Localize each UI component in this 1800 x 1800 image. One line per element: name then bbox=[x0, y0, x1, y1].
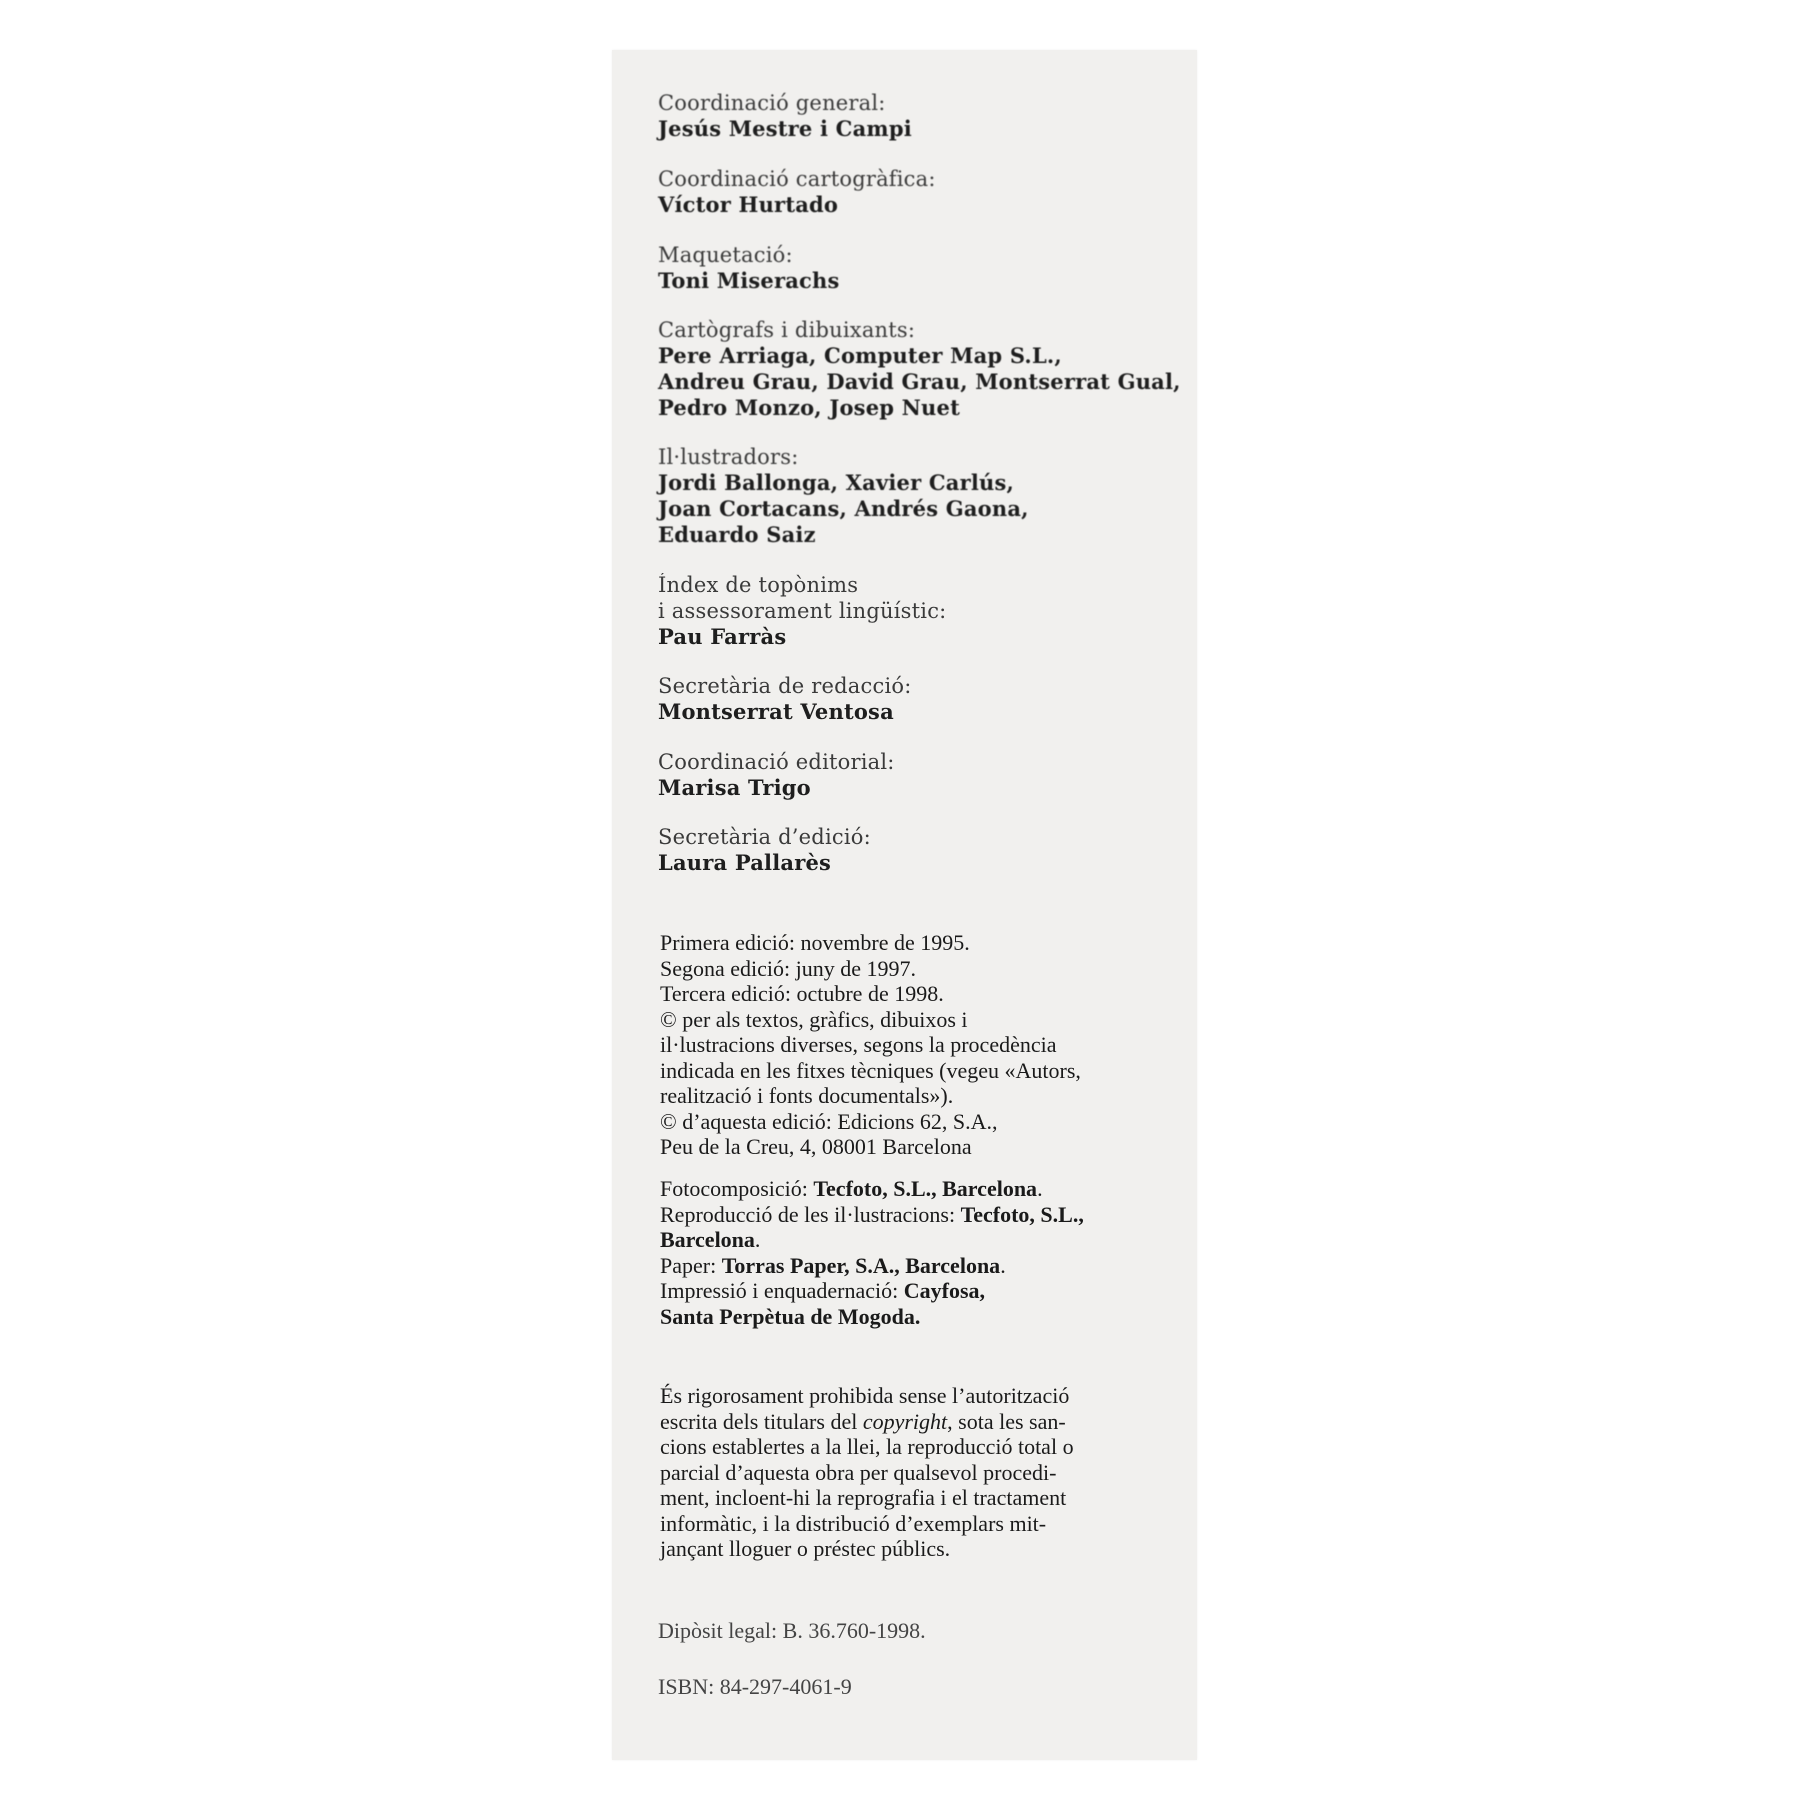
production-line-printing bbox=[660, 1278, 1160, 1304]
production-value: Tecfoto, S.L., bbox=[960, 1201, 1084, 1227]
credit-name: Marisa Trigo bbox=[658, 775, 811, 800]
notice-line: És rigorosament prohibida sense l’autorització bbox=[660, 1383, 1070, 1408]
production-value: Barcelona bbox=[660, 1227, 755, 1252]
credit-label: Coordinació editorial: bbox=[658, 750, 895, 774]
notice-text: escrita dels titulars del bbox=[660, 1408, 863, 1434]
production-value: Santa Perpètua de Mogoda. bbox=[660, 1303, 921, 1329]
edition-line: Primera edició: novembre de 1995. bbox=[660, 930, 970, 955]
edition-line: realització i fonts documentals»). bbox=[660, 1083, 954, 1108]
credit-name: Jesús Mestre i Campi bbox=[658, 116, 912, 141]
edition-line: Tercera edició: octubre de 1998. bbox=[660, 981, 944, 1006]
credit-name: Montserrat Ventosa bbox=[658, 699, 894, 724]
notice-line: cions establertes a la llei, la reproducció total o bbox=[660, 1434, 1074, 1459]
production-label: Reproducció de les il·lustracions: bbox=[660, 1201, 956, 1227]
credit-name: Andreu Grau, David Grau, Montserrat Gual, bbox=[658, 369, 1181, 394]
production-line-reproduction bbox=[660, 1202, 1160, 1228]
edition-line: © per als textos, gràfics, dibuixos i bbox=[660, 1006, 968, 1032]
credit-label: Secretària de redacció: bbox=[658, 674, 912, 698]
production-line-reproduction-cont: Barcelona. bbox=[660, 1227, 761, 1252]
credit-illustrators bbox=[658, 444, 1188, 548]
credit-label: Cartògrafs i dibuixants: bbox=[658, 318, 916, 342]
credit-name: Pedro Monzo, Josep Nuet bbox=[658, 395, 960, 420]
production-line-photocomposition: Fotocomposició: Tecfoto, S.L., Barcelona. bbox=[660, 1176, 1043, 1201]
production-line-printing-cont bbox=[660, 1304, 1160, 1330]
colophon-page bbox=[612, 50, 1197, 1760]
legal-deposit: Dipòsit legal: B. 36.760-1998. bbox=[658, 1618, 926, 1643]
credit-label: Índex de topònims bbox=[658, 573, 859, 597]
production-line-paper: Paper: Torras Paper, S.A., Barcelona. bbox=[660, 1252, 1006, 1278]
credit-label: Coordinació general: bbox=[658, 91, 886, 115]
edition-line: Segona edició: juny de 1997. bbox=[660, 955, 917, 981]
credit-toponym-index bbox=[658, 572, 1188, 650]
production-value: Tecfoto, S.L., Barcelona bbox=[813, 1176, 1038, 1201]
notice-line bbox=[660, 1409, 1160, 1435]
credit-edition-secretary bbox=[658, 824, 1188, 876]
credit-label: Maquetació: bbox=[658, 243, 793, 267]
credit-general-coordination bbox=[658, 90, 1188, 142]
credit-cartographers bbox=[658, 317, 1188, 421]
edition-line: indicada en les fitxes tècniques (vegeu «Autors, bbox=[660, 1057, 1081, 1083]
copyright-notice bbox=[660, 1383, 1160, 1562]
credit-name: Jordi Ballonga, Xavier Carlús, bbox=[658, 470, 1015, 495]
credit-name: Eduardo Saiz bbox=[658, 522, 816, 547]
credit-label: Coordinació cartogràfica: bbox=[658, 167, 936, 191]
notice-line: parcial d’aquesta obra per qualsevol procedi- bbox=[660, 1459, 1057, 1485]
production-label: Fotocomposició: bbox=[660, 1176, 808, 1201]
credit-layout bbox=[658, 242, 1188, 294]
credit-cartographic-coordination bbox=[658, 166, 1188, 218]
edition-line: © d’aquesta edició: Edicions 62, S.A., bbox=[660, 1108, 998, 1134]
production-value: Cayfosa, bbox=[903, 1278, 986, 1303]
credit-name: Pau Farràs bbox=[658, 624, 787, 649]
credit-label: Il·lustradors: bbox=[658, 445, 799, 469]
credit-name: Víctor Hurtado bbox=[658, 192, 839, 217]
notice-line: jançant lloguer o préstec públics. bbox=[660, 1536, 951, 1561]
credit-editorial-coordination bbox=[658, 749, 1188, 801]
edition-line: Peu de la Creu, 4, 08001 Barcelona bbox=[660, 1134, 972, 1159]
credit-name: Toni Miserachs bbox=[658, 268, 840, 293]
credit-name: Joan Cortacans, Andrés Gaona, bbox=[658, 496, 1029, 521]
production-label: Paper: bbox=[660, 1252, 717, 1278]
isbn: ISBN: 84-297-4061-9 bbox=[658, 1674, 852, 1699]
credit-name: Laura Pallarès bbox=[658, 850, 832, 875]
notice-text: , sota les san- bbox=[947, 1408, 1066, 1434]
edition-line: il·lustracions diverses, segons la procedència bbox=[660, 1032, 1057, 1057]
notice-italic: copyright bbox=[862, 1408, 948, 1434]
credit-editorial-secretary bbox=[658, 673, 1188, 725]
notice-line: ment, incloent-hi la reprografia i el tractament bbox=[660, 1485, 1067, 1510]
edition-history bbox=[660, 930, 1160, 1160]
credit-label: Secretària d’edició: bbox=[658, 825, 871, 849]
credit-name: Pere Arriaga, Computer Map S.L., bbox=[658, 343, 1062, 368]
production-value: Torras Paper, S.A., Barcelona bbox=[721, 1252, 1001, 1278]
production-label: Impressió i enquadernació: bbox=[660, 1278, 899, 1303]
notice-line: informàtic, i la distribució d’exemplars mit- bbox=[660, 1510, 1047, 1536]
credit-label: i assessorament lingüístic: bbox=[658, 599, 947, 623]
production-credits bbox=[660, 1176, 1160, 1329]
